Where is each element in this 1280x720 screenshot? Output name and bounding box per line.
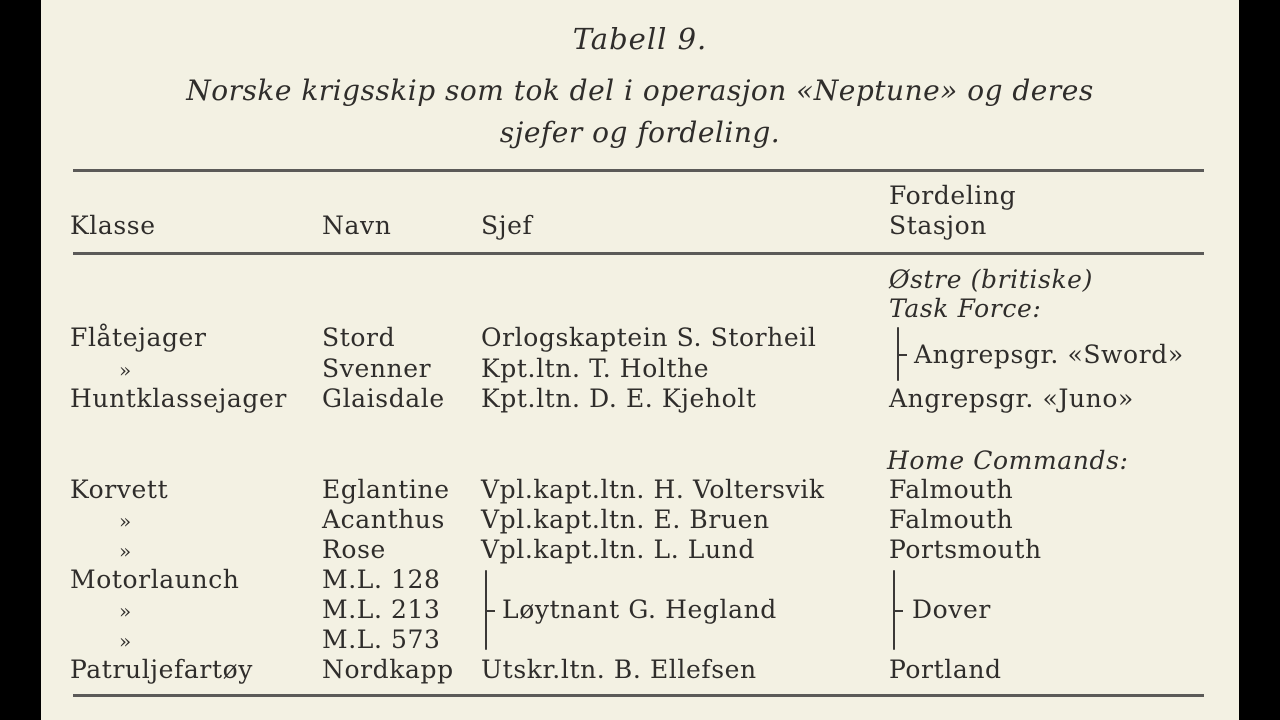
bottom-rule <box>73 694 1204 697</box>
row-5-stasjon: Portsmouth <box>889 535 1042 564</box>
row-2-sjef: Kpt.ltn. D. E. Kjeholt <box>481 384 757 413</box>
row-6-navn: M.L. 128 <box>322 565 441 594</box>
row-4-stasjon: Falmouth <box>889 505 1014 534</box>
header-sjef: Sjef <box>481 211 533 240</box>
row-3-sjef: Vpl.kapt.ltn. H. Voltersvik <box>481 475 825 504</box>
row-3-stasjon: Falmouth <box>889 475 1014 504</box>
row-0-navn: Stord <box>322 323 396 352</box>
subtitle-line-2: sjefer og fordeling. <box>499 116 781 149</box>
row-4-sjef: Vpl.kapt.ltn. E. Bruen <box>481 505 770 534</box>
row-9-navn: Nordkapp <box>322 655 454 684</box>
section-home: Home Commands: <box>887 446 1129 475</box>
motorlaunch-sjef-brace <box>485 570 487 650</box>
header-rule <box>73 252 1204 255</box>
row-6-klasse: Motorlaunch <box>70 565 240 594</box>
row-3-klasse: Korvett <box>70 475 169 504</box>
row-4-klasse-ditto: » <box>119 509 132 533</box>
row-7-klasse-ditto: » <box>119 599 132 623</box>
row-9-sjef: Utskr.ltn. B. Ellefsen <box>481 655 757 684</box>
sword-brace <box>897 327 899 381</box>
row-0-klasse: Flåtejager <box>70 323 207 352</box>
row-1-stasjon: Angrepsgr. «Sword» <box>914 340 1184 369</box>
row-2-stasjon: Angrepsgr. «Juno» <box>889 384 1134 413</box>
row-1-klasse-ditto: » <box>119 358 132 382</box>
row-5-klasse-ditto: » <box>119 539 132 563</box>
motorlaunch-stasjon-brace <box>893 570 895 650</box>
table-title: Tabell 9. <box>572 22 708 56</box>
row-5-sjef: Vpl.kapt.ltn. L. Lund <box>481 535 755 564</box>
row-4-navn: Acanthus <box>322 505 445 534</box>
row-9-klasse: Patruljefartøy <box>70 655 253 684</box>
row-9-stasjon: Portland <box>889 655 1002 684</box>
row-1-navn: Svenner <box>322 354 432 383</box>
header-stasjon: Stasjon <box>889 211 988 240</box>
section-eastern-line-2: Task Force: <box>889 294 1042 323</box>
row-2-navn: Glaisdale <box>322 384 445 413</box>
row-7-stasjon: Dover <box>912 595 991 624</box>
header-navn: Navn <box>322 211 392 240</box>
subtitle-line-1: Norske krigsskip som tok del i operasjon «Neptune» og deres <box>186 74 1094 107</box>
row-5-navn: Rose <box>322 535 386 564</box>
row-1-sjef: Kpt.ltn. T. Holthe <box>481 354 710 383</box>
header-klasse: Klasse <box>70 211 156 240</box>
row-3-navn: Eglantine <box>322 475 450 504</box>
row-7-sjef: Løytnant G. Hegland <box>502 595 777 624</box>
row-8-klasse-ditto: » <box>119 629 132 653</box>
row-8-navn: M.L. 573 <box>322 625 441 654</box>
top-rule <box>73 169 1204 172</box>
header-fordeling: Fordeling <box>889 181 1017 210</box>
page <box>41 0 1239 720</box>
table-subtitle <box>41 70 1239 154</box>
row-2-klasse: Huntklassejager <box>70 384 287 413</box>
row-7-navn: M.L. 213 <box>322 595 441 624</box>
section-eastern-line-1: Østre (britiske) <box>889 265 1093 294</box>
row-0-sjef: Orlogskaptein S. Storheil <box>481 323 817 352</box>
